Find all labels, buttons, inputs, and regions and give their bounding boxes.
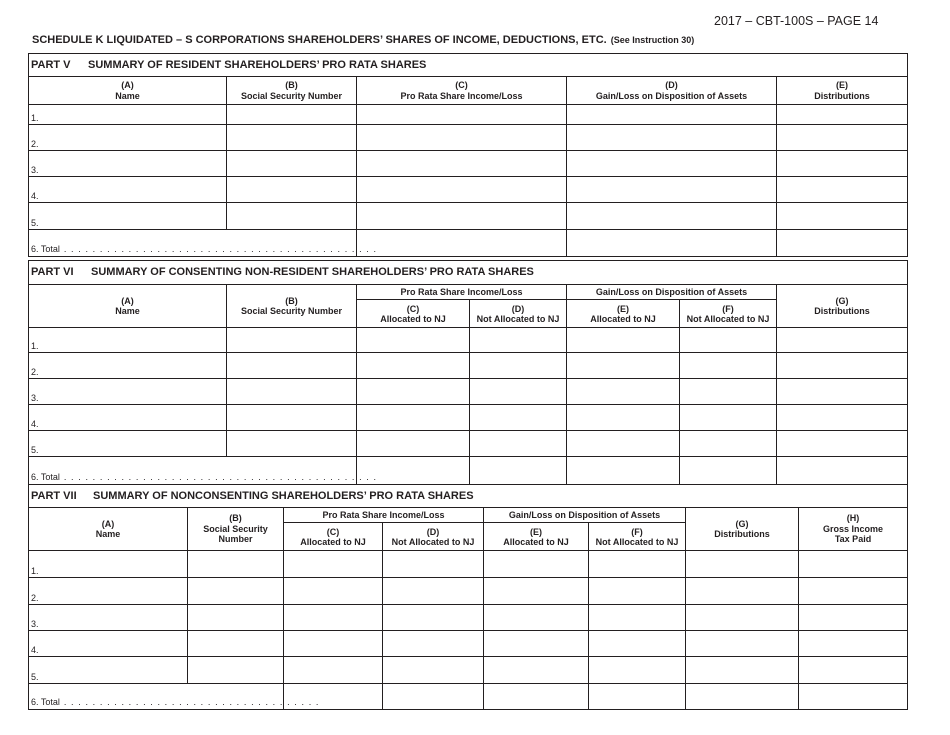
part6-total-d[interactable] <box>470 457 567 485</box>
col-name: Not Allocated to NJ <box>595 537 679 547</box>
part6-row-5-e[interactable] <box>567 431 680 457</box>
col-name: Tax Paid <box>834 534 872 545</box>
row-number: 1. <box>31 340 39 351</box>
part7-row-2-d[interactable] <box>383 578 484 605</box>
table-row <box>29 203 908 230</box>
part6-label: PART VI <box>31 266 74 279</box>
row-number: 4. <box>31 644 39 655</box>
part5-title: SUMMARY OF RESIDENT SHAREHOLDERS’ PRO RATA SHARES <box>88 58 427 71</box>
part6-row-5-d[interactable] <box>470 431 567 457</box>
part7-row-4-e[interactable] <box>484 631 589 657</box>
col-letter: (G) <box>735 518 749 529</box>
part5-heading <box>29 54 908 77</box>
col-name: Distributions <box>814 306 870 316</box>
table-row <box>29 551 908 578</box>
row-number: 4. <box>31 418 39 429</box>
part6-row-3-f[interactable] <box>680 379 777 405</box>
col-name: Distributions <box>814 90 870 101</box>
instruction-note: (See Instruction 30) <box>610 35 695 45</box>
part5-row-4-income[interactable] <box>357 177 567 203</box>
part7-row-4-name[interactable] <box>29 631 188 657</box>
col-name: Gross Income <box>823 523 884 534</box>
table-row <box>29 631 908 657</box>
part7-row-4-f[interactable] <box>589 631 686 657</box>
col-name: Allocated to NJ <box>590 314 656 324</box>
col-name: Gain/Loss on Disposition of Assets <box>595 90 748 101</box>
col-letter: (H) <box>846 513 860 524</box>
part5-row-1-ssn[interactable] <box>227 105 357 125</box>
part6-row-2-c[interactable] <box>357 353 470 379</box>
table-row <box>29 105 908 125</box>
part7-row-4-ssn[interactable] <box>188 631 284 657</box>
part7-row-4-g[interactable] <box>686 631 799 657</box>
schedule-title-text: SCHEDULE K LIQUIDATED – S CORPORATIONS SHAREHOLDERS’ SHARES OF INCOME, DEDUCTIONS, ETC. <box>32 34 607 46</box>
part6-row-3-e[interactable] <box>567 379 680 405</box>
part5-row-3-income[interactable] <box>357 151 567 177</box>
part6-row-5-g[interactable] <box>777 431 908 457</box>
part5-row-3-ssn[interactable] <box>227 151 357 177</box>
part6-row-2-ssn[interactable] <box>227 353 357 379</box>
col-name: Distributions <box>714 529 770 539</box>
total-dots: . . . . . . . . . . . . . . . . . . . . . . . . . . . . . . . . . . . . <box>63 696 320 707</box>
part7-col-b-header <box>188 508 284 551</box>
part6-row-1-name[interactable] <box>29 328 227 353</box>
part7-heading <box>29 485 908 508</box>
col-name: Not Allocated to NJ <box>391 537 475 547</box>
part5-col-b-header <box>227 77 357 105</box>
part7-row-5-d[interactable] <box>383 657 484 684</box>
col-letter: (A) <box>121 295 134 306</box>
part7-row-5-name[interactable] <box>29 657 188 684</box>
part5-total-income[interactable] <box>357 230 567 257</box>
part5-row-5-gain[interactable] <box>567 203 777 230</box>
part7-row-5-f[interactable] <box>589 657 686 684</box>
part6-row-5-f[interactable] <box>680 431 777 457</box>
col-name: Name <box>115 90 140 101</box>
part7-row-1-d[interactable] <box>383 551 484 578</box>
part7-total-h[interactable] <box>799 684 908 710</box>
part6-total-f[interactable] <box>680 457 777 485</box>
part6-row-4-name[interactable] <box>29 405 227 431</box>
part7-row-2-ssn[interactable] <box>188 578 284 605</box>
table-row <box>29 230 908 257</box>
col-letter: (C) <box>455 80 468 91</box>
row-number: 3. <box>31 392 39 403</box>
row-number: 1. <box>31 565 39 576</box>
part7-title: SUMMARY OF NONCONSENTING SHAREHOLDERS’ PRO RATA SHARES <box>93 489 474 502</box>
table-row <box>29 405 908 431</box>
table-row <box>29 457 908 485</box>
col-letter: (D) <box>511 303 525 314</box>
row-number: 2. <box>31 138 39 149</box>
part7-row-2-g[interactable] <box>686 578 799 605</box>
col-letter: (B) <box>285 80 298 91</box>
col-letter: (F) <box>722 303 734 314</box>
row-number: 5. <box>31 671 39 682</box>
table-row <box>29 379 908 405</box>
part6-row-1-c[interactable] <box>357 328 470 353</box>
col-name: Allocated to NJ <box>300 537 366 547</box>
col-name: Name <box>95 529 121 539</box>
part7-col-h-header <box>799 508 908 551</box>
part5-total-gain[interactable] <box>567 230 777 257</box>
table-row <box>29 431 908 457</box>
part7-group-gain: Gain/Loss on Disposition of Assets <box>484 508 686 523</box>
part6-heading <box>29 261 908 285</box>
part7-col-g-header <box>686 508 799 551</box>
part6-title: SUMMARY OF CONSENTING NON-RESIDENT SHAREHOLDERS’ PRO RATA SHARES <box>91 266 534 279</box>
part7-row-5-h[interactable] <box>799 657 908 684</box>
part5-row-4-ssn[interactable] <box>227 177 357 203</box>
part6-col-g-header <box>777 285 908 328</box>
table-row <box>29 605 908 631</box>
total-dots: . . . . . . . . . . . . . . . . . . . . . . . . . . . . . . . . . . . . . . . . . . . . <box>63 471 378 482</box>
part7-row-1-c[interactable] <box>284 551 383 578</box>
part6-col-e-header <box>567 300 680 328</box>
part7-row-5-e[interactable] <box>484 657 589 684</box>
col-name: Not Allocated to NJ <box>476 314 560 324</box>
part5-row-2-ssn[interactable] <box>227 125 357 151</box>
table-row <box>29 177 908 203</box>
col-letter: (A) <box>101 518 115 529</box>
page-reference: 2017 – CBT-100S – PAGE 14 <box>714 14 879 28</box>
part6-row-3-name[interactable] <box>29 379 227 405</box>
part5-row-5-ssn[interactable] <box>227 203 357 230</box>
part7-row-1-name[interactable] <box>29 551 188 578</box>
part5-row-3-name[interactable] <box>29 151 227 177</box>
row-number: 1. <box>31 112 39 123</box>
part5-row-4-distributions[interactable] <box>777 177 908 203</box>
part7-table <box>28 484 908 710</box>
part7-total-f[interactable] <box>589 684 686 710</box>
part7-total-g[interactable] <box>686 684 799 710</box>
part7-row-2-c[interactable] <box>284 578 383 605</box>
part5-row-2-income[interactable] <box>357 125 567 151</box>
part7-col-c-header <box>284 523 383 551</box>
part6-row-4-e[interactable] <box>567 405 680 431</box>
row-number: 5. <box>31 444 39 455</box>
part6-row-1-f[interactable] <box>680 328 777 353</box>
col-name: Social Security Number <box>240 90 343 101</box>
part5-row-3-gain[interactable] <box>567 151 777 177</box>
part7-row-4-c[interactable] <box>284 631 383 657</box>
part6-row-1-e[interactable] <box>567 328 680 353</box>
total-label: 6. Total <box>31 696 60 707</box>
row-number: 2. <box>31 366 39 377</box>
col-letter: (D) <box>665 80 678 91</box>
part7-row-2-h[interactable] <box>799 578 908 605</box>
row-number: 5. <box>31 217 39 228</box>
part6-row-2-d[interactable] <box>470 353 567 379</box>
part7-row-1-h[interactable] <box>799 551 908 578</box>
part6-col-d-header <box>470 300 567 328</box>
part5-col-e-header <box>777 77 908 105</box>
part7-group-income: Pro Rata Share Income/Loss <box>284 508 484 523</box>
part5-row-2-name[interactable] <box>29 125 227 151</box>
row-number: 3. <box>31 164 39 175</box>
total-label: 6. Total <box>31 243 60 254</box>
part7-row-3-e[interactable] <box>484 605 589 631</box>
total-label: 6. Total <box>31 471 60 482</box>
row-number: 4. <box>31 190 39 201</box>
col-name: Allocated to NJ <box>503 537 569 547</box>
table-row <box>29 151 908 177</box>
part5-row-4-gain[interactable] <box>567 177 777 203</box>
part7-row-1-f[interactable] <box>589 551 686 578</box>
part7-col-a-header <box>29 508 188 551</box>
part6-col-a-header <box>29 285 227 328</box>
part6-col-c-header <box>357 300 470 328</box>
part7-row-2-f[interactable] <box>589 578 686 605</box>
table-row <box>29 328 908 353</box>
part7-row-1-g[interactable] <box>686 551 799 578</box>
part6-row-3-c[interactable] <box>357 379 470 405</box>
part7-row-4-d[interactable] <box>383 631 484 657</box>
part5-row-5-distributions[interactable] <box>777 203 908 230</box>
col-letter: (F) <box>631 526 643 537</box>
part5-row-3-distributions[interactable] <box>777 151 908 177</box>
part6-row-1-ssn[interactable] <box>227 328 357 353</box>
part6-total-g[interactable] <box>777 457 908 485</box>
part7-row-3-d[interactable] <box>383 605 484 631</box>
part7-total-d[interactable] <box>383 684 484 710</box>
part7-col-d-header <box>383 523 484 551</box>
part7-col-e-header <box>484 523 589 551</box>
part5-total-label <box>29 230 378 257</box>
part7-row-3-name[interactable] <box>29 605 188 631</box>
part6-row-4-d[interactable] <box>470 405 567 431</box>
part7-row-3-ssn[interactable] <box>188 605 284 631</box>
part6-row-3-d[interactable] <box>470 379 567 405</box>
part5-row-2-gain[interactable] <box>567 125 777 151</box>
part6-row-2-e[interactable] <box>567 353 680 379</box>
part6-group-gain: Gain/Loss on Disposition of Assets <box>567 285 777 300</box>
part5-table <box>28 53 908 257</box>
col-letter: (E) <box>530 526 542 537</box>
part6-row-4-ssn[interactable] <box>227 405 357 431</box>
part7-row-3-h[interactable] <box>799 605 908 631</box>
part7-row-5-g[interactable] <box>686 657 799 684</box>
part6-row-4-g[interactable] <box>777 405 908 431</box>
part7-row-2-e[interactable] <box>484 578 589 605</box>
col-name: Social Security Number <box>240 306 343 316</box>
part5-row-1-name[interactable] <box>29 105 227 125</box>
col-name: Name <box>115 306 140 316</box>
part6-row-1-d[interactable] <box>470 328 567 353</box>
col-name: Allocated to NJ <box>380 314 446 324</box>
part6-total-e[interactable] <box>567 457 680 485</box>
part5-label: PART V <box>31 58 71 71</box>
table-row <box>29 578 908 605</box>
part6-row-2-f[interactable] <box>680 353 777 379</box>
part7-label: PART VII <box>31 489 77 502</box>
part5-col-c-header <box>357 77 567 105</box>
col-name: Social Security <box>203 523 268 534</box>
table-row <box>29 125 908 151</box>
col-letter: (A) <box>121 80 134 91</box>
part5-row-5-name[interactable] <box>29 203 227 230</box>
schedule-title <box>32 34 732 46</box>
part7-row-3-c[interactable] <box>284 605 383 631</box>
col-name: Not Allocated to NJ <box>686 314 770 324</box>
row-number: 3. <box>31 618 39 629</box>
part6-row-4-c[interactable] <box>357 405 470 431</box>
part6-table <box>28 260 908 485</box>
part6-row-3-ssn[interactable] <box>227 379 357 405</box>
part6-total-label <box>29 457 378 485</box>
part7-row-5-ssn[interactable] <box>188 657 284 684</box>
part6-row-2-g[interactable] <box>777 353 908 379</box>
col-name: Pro Rata Share Income/Loss <box>400 90 523 101</box>
part5-row-5-income[interactable] <box>357 203 567 230</box>
part7-row-2-name[interactable] <box>29 578 188 605</box>
part5-col-d-header <box>567 77 777 105</box>
part5-col-a-header <box>29 77 227 105</box>
part7-total-label <box>29 684 320 710</box>
part6-row-5-c[interactable] <box>357 431 470 457</box>
part5-row-1-income[interactable] <box>357 105 567 125</box>
col-letter: (D) <box>426 526 440 537</box>
part6-row-5-ssn[interactable] <box>227 431 357 457</box>
col-letter: (E) <box>617 303 629 314</box>
part6-row-2-name[interactable] <box>29 353 227 379</box>
part6-col-b-header <box>227 285 357 328</box>
table-row <box>29 684 908 710</box>
col-name: Number <box>218 534 253 545</box>
col-letter: (C) <box>406 303 420 314</box>
col-letter: (E) <box>836 80 849 91</box>
part7-row-1-ssn[interactable] <box>188 551 284 578</box>
part7-total-e[interactable] <box>484 684 589 710</box>
table-row <box>29 657 908 684</box>
part7-col-f-header <box>589 523 686 551</box>
part7-row-3-f[interactable] <box>589 605 686 631</box>
col-letter: (G) <box>835 295 849 306</box>
part6-row-1-g[interactable] <box>777 328 908 353</box>
col-letter: (B) <box>285 295 298 306</box>
part6-row-5-name[interactable] <box>29 431 227 457</box>
part7-row-3-g[interactable] <box>686 605 799 631</box>
table-row <box>29 353 908 379</box>
part5-row-2-distributions[interactable] <box>777 125 908 151</box>
part5-row-4-name[interactable] <box>29 177 227 203</box>
part7-row-4-h[interactable] <box>799 631 908 657</box>
part5-row-1-distributions[interactable] <box>777 105 908 125</box>
part7-row-5-c[interactable] <box>284 657 383 684</box>
part6-col-f-header <box>680 300 777 328</box>
part6-row-3-g[interactable] <box>777 379 908 405</box>
total-dots: . . . . . . . . . . . . . . . . . . . . . . . . . . . . . . . . . . . . . . . . . . . . <box>63 243 378 254</box>
part5-total-distributions[interactable] <box>777 230 908 257</box>
part5-row-1-gain[interactable] <box>567 105 777 125</box>
part6-group-income: Pro Rata Share Income/Loss <box>357 285 567 300</box>
col-letter: (B) <box>229 513 242 524</box>
row-number: 2. <box>31 592 39 603</box>
part6-row-4-f[interactable] <box>680 405 777 431</box>
part7-row-1-e[interactable] <box>484 551 589 578</box>
col-letter: (C) <box>326 526 340 537</box>
